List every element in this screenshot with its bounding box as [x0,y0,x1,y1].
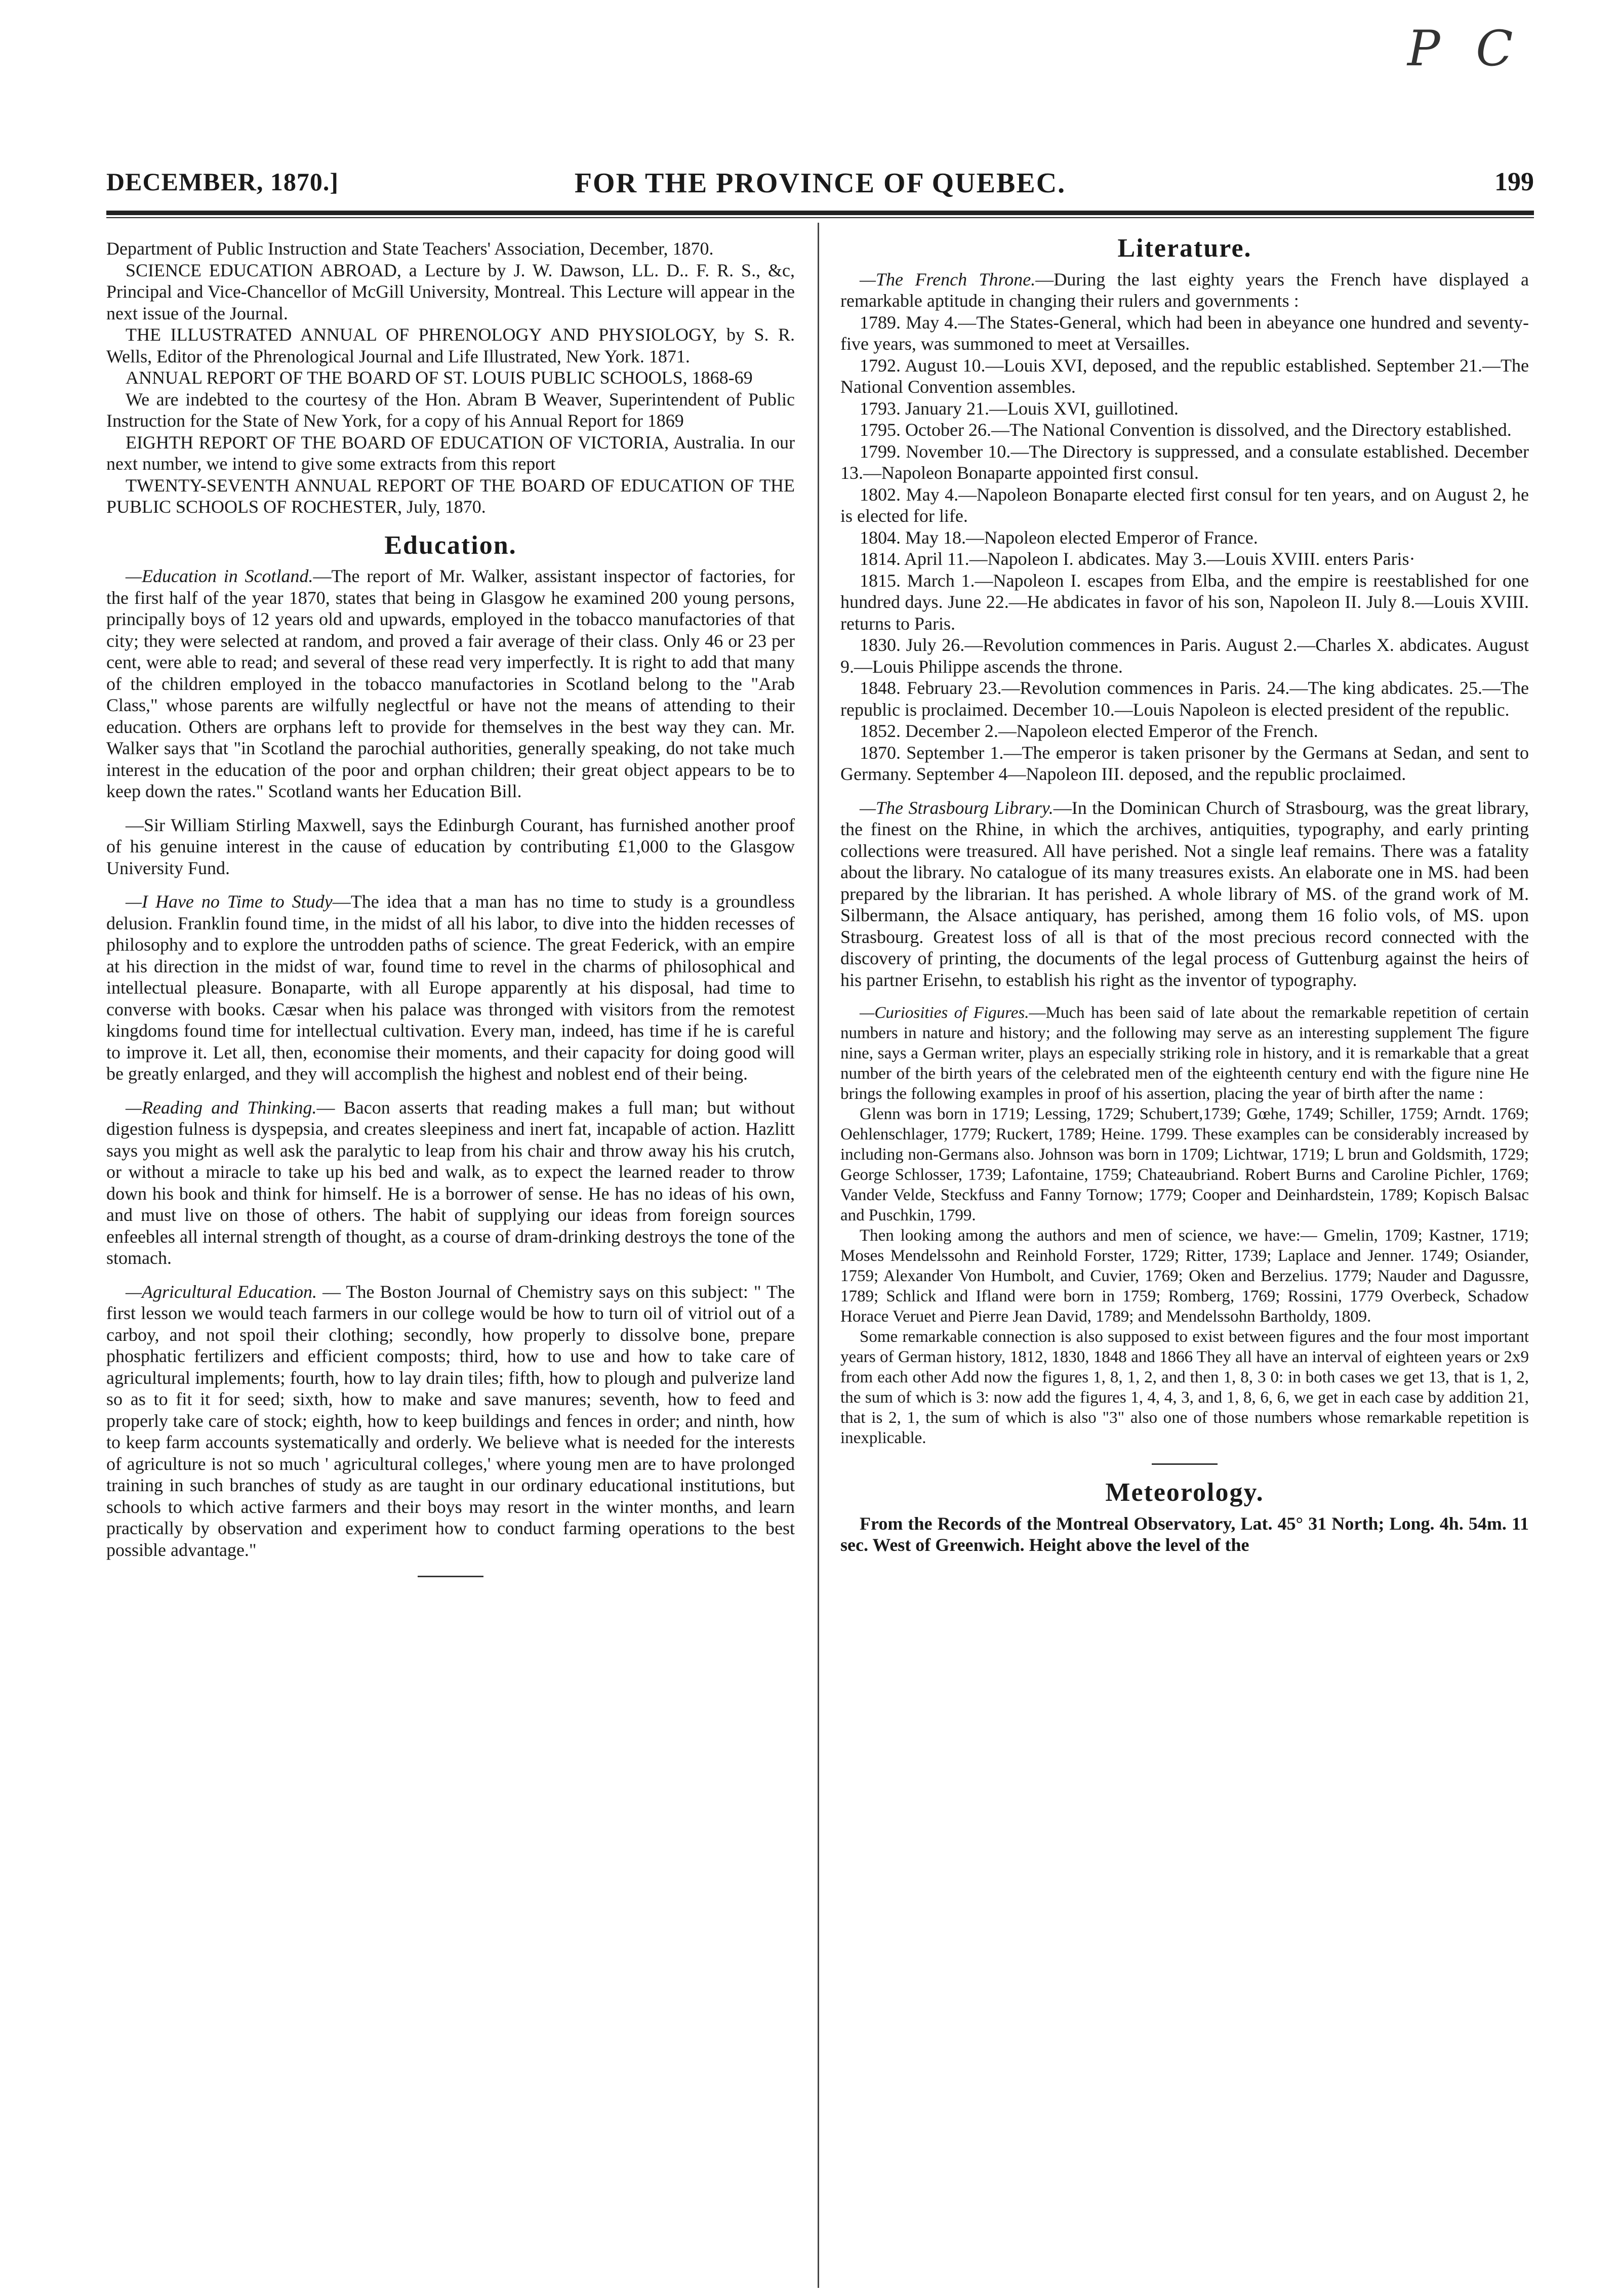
book-entry: TWENTY-SEVENTH ANNUAL REPORT OF THE BOARD OF EDUCATION OF THE PUBLIC SCHOOLS OF ROCHESTER, July, 1870. [106,475,795,517]
article-no-time-to-study [106,891,795,1085]
book-entry: SCIENCE EDUCATION ABROAD, a Lecture by J. W. Dawson, LL. D.. F. R. S., &c, Principal and Vice-Chancellor of McGill University, Montreal. This Lecture will appear in the next issue of the Journal. [106,260,795,323]
timeline-entry: 1870. September 1.—The emperor is taken prisoner by the Germans at Sedan, and sent to Germany. September 4—Napoleon III. deposed, and the republic proclaimed. [840,742,1529,784]
curiosities-poets-list: Glenn was born in 1719; Lessing, 1729; Schubert,1739; Gœhe, 1749; Schiller, 1759; Arndt. 1769; Oehlenschlager, 1779; Ruckert, 1789; Heine. 1799. These examples can be considerably increased by including non-Germans also. Johnson was born in 1709; Lichtwar, 1719; L brun and Goldsmith, 1729; George Schlosser, 1739; Lafontaine, 1759; Chateaubriand. Robert Burns and Caroline Pichler, 1769; Vander Velde, Steckfuss and Fanny Tornow; 1779; Cooper and Deinhardstein, 1789; Kopisch Balsac and Puschkin, 1799. [840,1105,1529,1224]
literature-heading: Literature. [1117,234,1252,263]
header-rule-thick [106,211,1534,215]
timeline-entry: 1792. August 10.—Louis XVI, deposed, and the republic established. September 21.—The National Convention assembles. [840,355,1529,397]
timeline-entry: 1814. April 11.—Napoleon I. abdicates. May 3.—Louis XVIII. enters Paris· [860,549,1415,569]
article-lead: —Education in Scotland. [126,566,313,586]
book-entry: ANNUAL REPORT OF THE BOARD OF ST. LOUIS PUBLIC SCHOOLS, 1868-69 [126,367,753,388]
section-end-rule [418,1576,483,1577]
article-lead: —The French Throne. [860,269,1036,290]
book-entry: THE ILLUSTRATED ANNUAL OF PHRENOLOGY AND PHYSIOLOGY, by S. R. Wells, Editor of the Phrenological Journal and Life Illustrated, New York. 1871. [106,324,795,366]
timeline-entry: 1799. November 10.—The Directory is suppressed, and a consulate established. December 13.—Napoleon Bonaparte appointed first consul. [840,441,1529,483]
timeline-entry: 1795. October 26.—The National Convention is dissolved, and the Directory established. [860,420,1512,440]
page-number: 199 [1494,168,1534,196]
handwritten-corner-mark: P C [1407,20,1523,77]
header-rule-thin [106,217,1534,218]
timeline-entry: 1852. December 2.—Napoleon elected Emperor of the French. [860,721,1318,741]
issue-date: DECEMBER, 1870.] [106,168,339,196]
article-agricultural-education [106,1281,795,1561]
curiosities-scientists-list: Then looking among the authors and men of science, we have:— Gmelin, 1709; Kastner, 1719; Moses Mendelssohn and Reinhold Forster, 1729; Ritter, 1739; Laplace and Jenner. 1749; Osiander, 1759; Alexander Von Humbolt, and Cuvier, 1769; Oken and Berzelius. 1779; Nauder and Dagussre, 1789; Schlick and Ifland were born in 1759; Romberg, 1769; Rossini, 1779 Overbeck, Schadow Horace Veruet and Pierre Jean David, 1789; and Mendelssohn Bartholdy, 1809. [840,1226,1529,1326]
article-body: —In the Dominican Church of Strasbourg, was the great library, the finest on the Rhine, in which the archives, antiquities, typography, and early printing collections were treasured. All have perished. Not a single leaf remains. There was a fatality about the library. No catalogue of its many treasures exists. An elaborate one in MS. had been prepared by the librarian. It has perished. A whole library of MS. of the grand work of M. Silbermann, the Alsace antiquary, has perished, among them 16 folio vols, of MS. upon Strasbourg. Greatest loss of all is that of the most precious record connected with the discovery of printing, the documents of the legal process of Guttenburg against the heirs of his partner Erisehn, to establish his right as the inventor of typography. [840,797,1529,990]
article-curiosities-of-figures [840,1003,1529,1104]
article-lead: —I Have no Time to Study [126,891,333,912]
timeline-entry: 1815. March 1.—Napoleon I. escapes from Elba, and the empire is reestablished for one hundred days. June 22.—He abdicates in favor of his son, Napoleon II. July 8.—Louis XVIII. returns to Paris. [840,570,1529,634]
article-body: —Sir William Stirling Maxwell, says the Edinburgh Courant, has furnished another proof of his genuine interest in the cause of education by contributing £1,000 to the Glasgow University Fund. [106,814,795,878]
article-strasbourg-library [840,797,1529,991]
meteorology-heading: Meteorology. [1105,1478,1264,1507]
article-body: —The report of Mr. Walker, assistant inspector of factories, for the first half of the year 1870, states that being in Glasgow he examined 200 young persons, principally boys of 12 years old and upwards, employed in the tobacco manufactories of that city; they were selected at random, and proved a fair average of their class. Only 46 or 23 per cent, were able to read; and several of these read very imperfectly. It is right to add that many of the children employed in the tobacco manufactories in Scotland belong to the "Arab Class," whose parents are wilfully neglectful or have not the means of attending to their education. Others are orphans left to provide for themselves in the best way they can. Mr. Walker says that "in Scotland the parochial authorities, generally speaking, do not take much interest in the education of the poor and orphan children; their great object appears to be to keep down the rates." Scotland wants her Education Bill. [106,566,795,801]
timeline-entry: 1793. January 21.—Louis XVI, guillotined. [860,398,1179,419]
meteorology-intro: From the Records of the Montreal Observatory, Lat. 45° 31 North; Long. 4h. 54m. 11 sec. West of Greenwich. Height above the level of the [840,1513,1529,1555]
left-column [106,238,795,1592]
article-body: — Bacon asserts that reading makes a full man; but without digestion fulness is dyspepsia, and creates sleepiness and inert fat, incapable of action. Hazlitt says you might as well ask the paralytic to leap from his chair and throw away his his crutch, or without a miracle to take up his bed and walk, as to expect the learned reader to throw down his book and think for himself. He is a borrower of sense. He has no ideas of his own, and must live on those of others. The habit of supplying our ideas from foreign sources enfeebles all internal strength of thought, as a course of dram-drinking destroys the tone of the stomach. [106,1097,795,1268]
article-reading-and-thinking [106,1097,795,1269]
column-divider [818,223,819,2288]
timeline-entry: 1848. February 23.—Revolution commences in Paris. 24.—The king abdicates. 25.—The republic is proclaimed. December 10.—Louis Napoleon is elected president of the republic. [840,678,1529,720]
article-lead: —Reading and Thinking. [126,1097,317,1118]
article-body: —The idea that a man has no time to study is a groundless delusion. Franklin found time, in the midst of all his labor, to dive into the hidden recesses of philosophy and to explore the untrodden paths of science. The great Federick, with an empire at his direction in the midst of war, found time to revel in the charms of philosophical and intellectual pleasure. Bonaparte, with all Europe apparently at his disposal, had time to converse with books. Cæsar when his palace was thronged with visitors from the remotest kingdoms found time for intellectual cultivation. Every man, indeed, has time if he is careful to improve it. Let all, then, economise their moments, and their capacity for doing good will be greatly enlarged, and they will accomplish the highest and noblest end of their being. [106,891,795,1084]
article-body: — The Boston Journal of Chemistry says on this subject: " The first lesson we would teach farmers in our college would be how to turn oil of vitriol out of a carboy, and not spoil their clothing; secondly, how properly to dissolve bone, prepare phosphatic fertilizers and efficient composts; third, how to use and how to take care of agricultural implements; fourth, how to lay drain tiles; fifth, how to plough and pulverize land so as to fit it for seed; sixth, how to make and save manures; seventh, how to feed and properly take care of stock; eighth, how to keep buildings and fences in order; and ninth, how to keep farm accounts systematically and orderly. We believe what is needed for the interests of agriculture is not so much ' agricultural colleges,' where young men are to have prolonged training in such branches of study as are taught in our ordinary educational institutions, but schools to which active farmers and their boys may resort in the winter months, and learn practically by observation and experiment how to conduct farming operations to the best possible advantage." [106,1281,795,1560]
timeline-entry: 1804. May 18.—Napoleon elected Emperor of France. [860,527,1258,548]
article-stirling-maxwell [106,814,795,879]
running-head [106,167,1534,208]
books-received-section [106,238,795,518]
education-heading: Education. [384,530,517,560]
journal-title: FOR THE PROVINCE OF QUEBEC. [574,168,1066,199]
article-education-in-scotland [106,565,795,802]
article-lead: —Curiosities of Figures. [860,1004,1029,1022]
article-french-throne [840,269,1529,312]
right-column [840,234,1529,1556]
book-entry: EIGHTH REPORT OF THE BOARD OF EDUCATION OF VICTORIA, Australia. In our next number, we intend to give some extracts from this report [106,432,795,474]
french-throne-timeline [840,312,1529,785]
timeline-entry: 1789. May 4.—The States-General, which had been in abeyance one hundred and seventy-five years, was summoned to meet at Versailles. [840,312,1529,354]
section-end-rule [1152,1463,1218,1465]
timeline-entry: 1830. July 26.—Revolution commences in Paris. August 2.—Charles X. abdicates. August 9.—Louis Philippe ascends the throne. [840,635,1529,677]
curiosities-history-years: Some remarkable connection is also supposed to exist between figures and the four most important years of German history, 1812, 1830, 1848 and 1866 They all have an interval of eighteen years or 2x9 from each other Add now the figures 1, 8, 1, 2, and then 1, 8, 3 0: in both cases we get 13, that is 1, 2, the sum of which is 3: now add the figures 1, 4, 4, 3, and 1, 8, 6, 6, we get in each case by addition 21, that is 2, 1, the sum of which is also "3" also one of those numbers whose remarkable repetition is inexplicable. [840,1328,1529,1447]
article-body: —Much has been said of late about the remarkable repetition of certain numbers in nature and history; and the following may serve as an interesting supplement The figure nine, says a German writer, plays an especially striking role in history, and it is remarkable that a great number of the birth years of the celebrated men of the eighteenth century end with the figure nine He brings the following examples in proof of his assertion, placing the year of birth after the name : [840,1004,1529,1103]
journal-page [106,0,1534,2296]
book-entry: We are indebted to the courtesy of the Hon. Abram B Weaver, Superintendent of Public Instruction for the State of New York, for a copy of his Annual Report for 1869 [106,389,795,431]
book-entry: Department of Public Instruction and State Teachers' Association, December, 1870. [106,238,714,259]
article-body: —During the last eighty years the French have displayed a remarkable aptitude in changing their rulers and governments : [840,269,1529,311]
article-lead: —The Strasbourg Library. [860,797,1054,818]
timeline-entry: 1802. May 4.—Napoleon Bonaparte elected first consul for ten years, and on August 2, he is elected for life. [840,484,1529,526]
article-lead: —Agricultural Education. [126,1281,317,1302]
